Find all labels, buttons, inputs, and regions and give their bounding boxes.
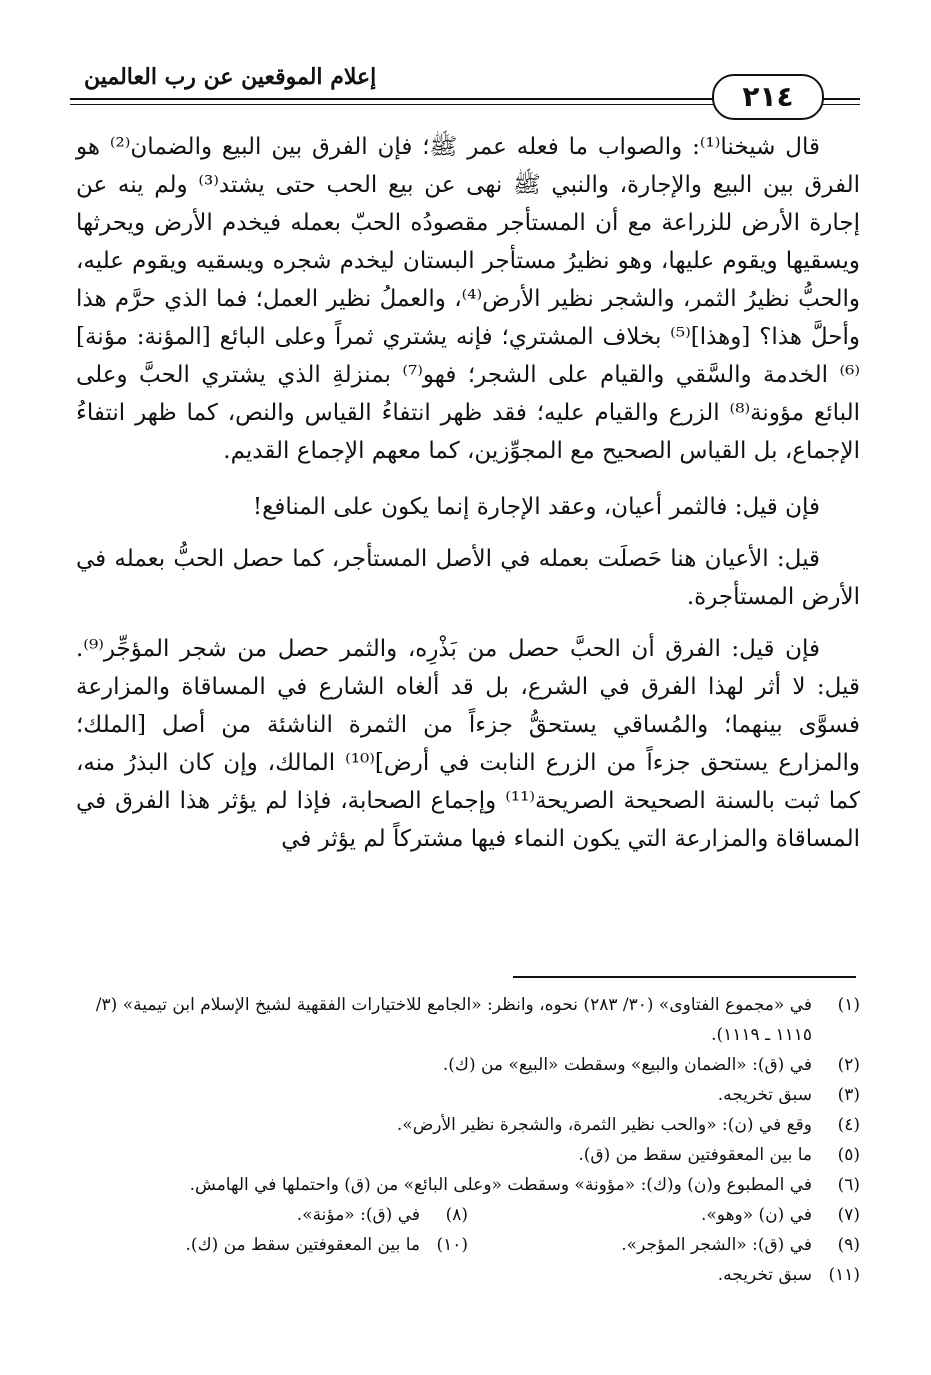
footnote <box>76 1080 860 1110</box>
running-header <box>70 60 860 120</box>
footnote-number: (٢) <box>837 1055 860 1075</box>
footnote-number: (٧) <box>837 1205 860 1225</box>
footnote-text: في (ق): «الشجر المؤجر». <box>621 1235 812 1255</box>
paragraph: قال شيخنا⁽¹⁾: والصواب ما فعله عمر ﷺ؛ فإن الفرق بين البيع والضمان⁽²⁾ هو الفرق بين البيع والإجارة، والنبي ﷺ نهى عن بيع الحب حتى يشتد⁽³⁾ ولم ينه عن إجارة الأرض للزراعة مع أن المستأجر مقصودُه الحبّ بعمله فيخدم الأرض ويحرثها ويسقيها ويقوم عليها، وهو نظيرُ مستأجر البستان ليخدم شجره ويسقيه ويقوم عليه، والحبُّ نظيرُ الثمر، والشجر نظير الأرض⁽⁴⁾، والعملُ نظير العمل؛ فما الذي حرَّم هذا وأحلَّ هذا؟ [وهذا]⁽⁵⁾ بخلاف المشتري؛ فإنه يشتري ثمراً وعلى البائع [المؤنة: مؤنة]⁽⁶⁾ الخدمة والسَّقي والقيام على الشجر؛ فهو⁽⁷⁾ بمنزلةِ الذي يشتري الحبَّ وعلى البائع مؤونة⁽⁸⁾ الزرع والقيام عليه؛ فقد ظهر انتفاءُ القياس والنص، كما ظهر انتفاءُ الإجماع، بل القياس الصحيح مع المجوِّزين، كما معهم الإجماع القديم. <box>76 134 861 464</box>
footnote-number: (٦) <box>837 1175 860 1195</box>
footnote-separator <box>513 976 856 978</box>
footnote-number: (٣) <box>837 1085 860 1105</box>
footnote-number: (١١) <box>828 1265 860 1285</box>
footnote <box>76 1200 468 1230</box>
footnote-text: ما بين المعقوفتين سقط من (ك). <box>185 1235 420 1255</box>
footnote-text: سبق تخريجه. <box>717 1265 812 1285</box>
footnote <box>76 1110 860 1140</box>
footnote <box>76 990 860 1050</box>
footnote-pair <box>76 1200 860 1230</box>
footnotes <box>76 990 860 1290</box>
footnote <box>468 1230 860 1260</box>
footnote <box>76 1050 860 1080</box>
paragraph: فإن قيل: فالثمر أعيان، وعقد الإجارة إنما يكون على المنافع! <box>252 494 820 520</box>
footnote <box>76 1260 860 1290</box>
footnote-pair <box>76 1230 860 1260</box>
footnote-text: في (ق): «الضمان والبيع» وسقطت «البيع» من (ك). <box>442 1055 812 1075</box>
footnote <box>76 1230 468 1260</box>
footnote-number: (٨) <box>445 1205 468 1225</box>
footnote-text: سبق تخريجه. <box>717 1085 812 1105</box>
footnote <box>468 1200 860 1230</box>
footnote-text: في المطبوع و(ن) و(ك): «مؤونة» وسقطت «وعلى البائع» من (ق) واحتملها في الهامش. <box>189 1175 812 1195</box>
footnote-text: وقع في (ن): «والحب نظير الثمرة، والشجرة نظير الأرض». <box>396 1115 812 1135</box>
main-text <box>76 128 860 872</box>
footnote <box>76 1170 860 1200</box>
footnote-text: ما بين المعقوفتين سقط من (ق). <box>578 1145 812 1165</box>
footnote-text: في (ق): «مؤنة». <box>296 1205 420 1225</box>
footnote-number: (٩) <box>837 1235 860 1255</box>
footnote-text: في (ن) «وهو». <box>700 1205 812 1225</box>
footnote <box>76 1140 860 1170</box>
footnote-number: (٥) <box>837 1145 860 1165</box>
footnote-number: (١٠) <box>436 1235 468 1255</box>
footnote-number: (١) <box>837 995 860 1015</box>
book-title: إعلام الموقعين عن رب العالمين <box>78 64 382 90</box>
footnote-text: في «مجموع الفتاوى» (٣٠/ ٢٨٣) نحوه، وانظر: «الجامع للاختيارات الفقهية لشيخ الإسلام ابن تيمية» (٣/ ١١١٥ ـ ١١١٩). <box>95 995 812 1045</box>
paragraph: فإن قيل: الفرق أن الحبَّ حصل من بَذْرِه، والثمر حصل من شجر المؤجِّر⁽⁹⁾. قيل: لا أثر لهذا الفرق في الشرع، بل قد ألغاه الشارع في المساقاة والمزارعة فسوَّى بينهما؛ والمُساقي يستحقُّ جزءاً من الثمرة الناشئة من أصل [الملك؛ والمزارع يستحق جزءاً من الزرع النابت في أرض]⁽¹⁰⁾ المالك، وإن كان البذرُ منه، كما ثبت بالسنة الصحيحة الصريحة⁽¹¹⁾ وإجماع الصحابة، فإذا لم يؤثر هذا الفرق في المساقاة والمزارعة التي يكون النماء فيها مشتركاً لم يؤثر في <box>76 636 861 852</box>
page-number: ٢١٤ <box>712 74 824 120</box>
footnote-number: (٤) <box>837 1115 860 1135</box>
paragraph: قيل: الأعيان هنا حَصلَت بعمله في الأصل المستأجر، كما حصل الحبُّ بعمله في الأرض المستأجرة. <box>76 546 860 610</box>
